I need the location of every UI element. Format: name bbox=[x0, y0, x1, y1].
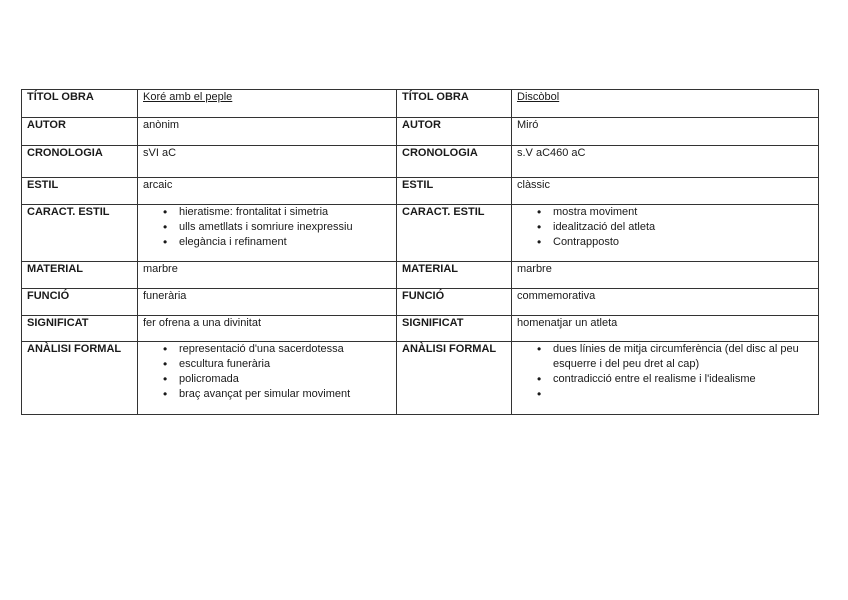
table-row-title bbox=[22, 90, 819, 118]
table-row-material bbox=[22, 262, 819, 289]
artwork-comparison-table bbox=[21, 89, 819, 415]
label-material-2: MATERIAL bbox=[397, 262, 512, 289]
work1-style-traits bbox=[138, 205, 397, 262]
label-function-2: FUNCIÓ bbox=[397, 289, 512, 316]
list-item: • policromada bbox=[163, 372, 391, 387]
work1-title-cell bbox=[138, 90, 397, 118]
work1-formal-analysis-list bbox=[143, 342, 391, 402]
label-chronology-2: CRONOLOGIA bbox=[397, 146, 512, 178]
work2-chronology: s.V aC460 aC bbox=[512, 146, 819, 178]
list-item: • idealització del atleta bbox=[537, 220, 813, 235]
label-author-2: AUTOR bbox=[397, 118, 512, 146]
label-meaning-2: SIGNIFICAT bbox=[397, 316, 512, 342]
table-row-formal-analysis bbox=[22, 342, 819, 415]
work1-style-traits-list bbox=[143, 205, 391, 250]
label-material-1: MATERIAL bbox=[22, 262, 138, 289]
work2-style: clàssic bbox=[512, 178, 819, 205]
label-meaning-1: SIGNIFICAT bbox=[22, 316, 138, 342]
work2-style-traits-list bbox=[517, 205, 813, 250]
list-item: • representació d'una sacerdotessa bbox=[163, 342, 391, 357]
label-style-2: ESTIL bbox=[397, 178, 512, 205]
work2-title[interactable]: Discòbol bbox=[517, 91, 560, 103]
label-chronology-1: CRONOLOGIA bbox=[22, 146, 138, 178]
work1-formal-analysis bbox=[138, 342, 397, 415]
label-style-traits-2: CARACT. ESTIL bbox=[397, 205, 512, 262]
list-item: • ulls ametllats i somriure inexpressiu bbox=[163, 220, 391, 235]
work2-material: marbre bbox=[512, 262, 819, 289]
label-formal-analysis-1: ANÀLISI FORMAL bbox=[22, 342, 138, 415]
list-item: • Contrapposto bbox=[537, 235, 813, 250]
work2-formal-analysis-list bbox=[517, 342, 813, 402]
list-item: • dues línies de mitja circumferència (del disc al peu esquerre i del peu dret al cap) bbox=[537, 342, 813, 372]
table-row-chronology bbox=[22, 146, 819, 178]
work1-meaning: fer ofrena a una divinitat bbox=[138, 316, 397, 342]
work1-title[interactable]: Koré amb el peple bbox=[143, 91, 233, 103]
work1-style: arcaic bbox=[138, 178, 397, 205]
label-title-1: TÍTOL OBRA bbox=[22, 90, 138, 118]
work2-formal-analysis bbox=[512, 342, 819, 415]
label-formal-analysis-2: ANÀLISI FORMAL bbox=[397, 342, 512, 415]
work1-author: anònim bbox=[138, 118, 397, 146]
label-function-1: FUNCIÓ bbox=[22, 289, 138, 316]
label-author-1: AUTOR bbox=[22, 118, 138, 146]
list-item: • escultura funerària bbox=[163, 357, 391, 372]
label-style-1: ESTIL bbox=[22, 178, 138, 205]
work2-meaning: homenatjar un atleta bbox=[512, 316, 819, 342]
table-row-style bbox=[22, 178, 819, 205]
work1-chronology: sVI aC bbox=[138, 146, 397, 178]
list-item bbox=[537, 387, 813, 402]
list-item: • elegància i refinament bbox=[163, 235, 391, 250]
list-item: • braç avançat per simular moviment bbox=[163, 387, 391, 402]
work2-title-cell bbox=[512, 90, 819, 118]
work2-author: Miró bbox=[512, 118, 819, 146]
list-item: • hieratisme: frontalitat i simetria bbox=[163, 205, 391, 220]
table-row-function bbox=[22, 289, 819, 316]
table-row-meaning bbox=[22, 316, 819, 342]
table-row-style-traits bbox=[22, 205, 819, 262]
list-item: • mostra moviment bbox=[537, 205, 813, 220]
work2-function: commemorativa bbox=[512, 289, 819, 316]
table-row-author bbox=[22, 118, 819, 146]
work1-material: marbre bbox=[138, 262, 397, 289]
work2-style-traits bbox=[512, 205, 819, 262]
label-style-traits-1: CARACT. ESTIL bbox=[22, 205, 138, 262]
work1-function: funerària bbox=[138, 289, 397, 316]
list-item: • contradicció entre el realisme i l'idealisme bbox=[537, 372, 813, 387]
label-title-2: TÍTOL OBRA bbox=[397, 90, 512, 118]
